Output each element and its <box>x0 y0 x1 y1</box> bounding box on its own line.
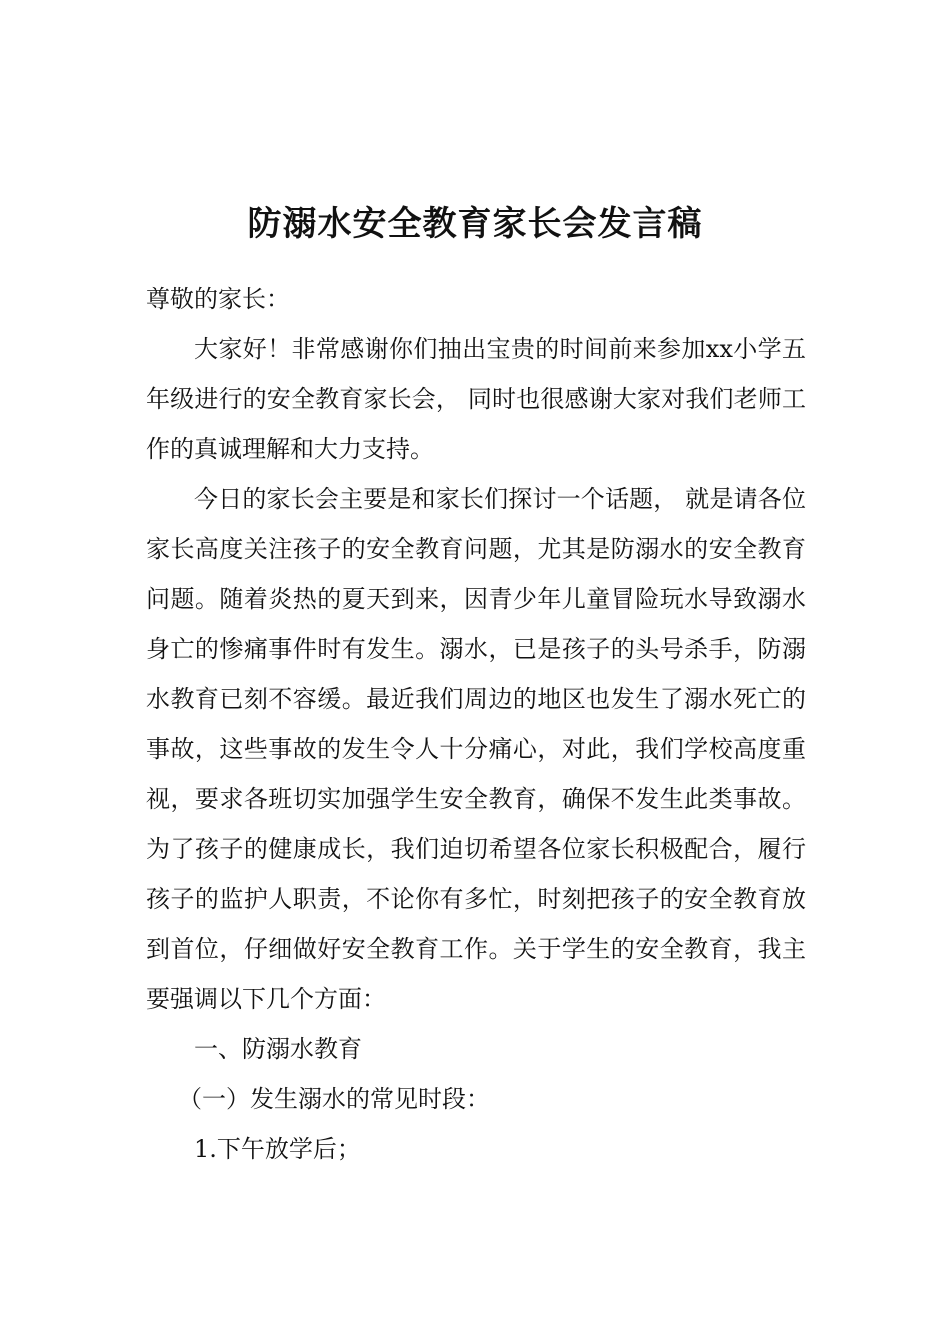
list-item: 1.下午放学后； <box>194 1135 361 1163</box>
document-body <box>146 274 806 1174</box>
salutation: 尊敬的家长： <box>146 285 290 313</box>
section-heading: 一、防溺水教育 <box>194 1035 362 1063</box>
paragraph-main: 今日的家长会主要是和家长们探讨一个话题， 就是请各位家长高度关注孩子的安全教育问题，尤其是防溺水的安全教育问题。随着炎热的夏天到来，因青少年儿童冒险玩水导致溺水身亡的惨痛事件时有发生。溺水，已是孩子的头号杀手，防溺水教育已刻不容缓。最近我们周边的地区也发生了溺水死亡的事故，这些事故的发生令人十分痛心，对此，我们学校高度重视，要求各班切实加强学生安全教育，确保不发生此类事故。为了孩子的健康成长，我们迫切希望各位家长积极配合，履行孩子的监护人职责，不论你有多忙，时刻把孩子的安全教育放到首位，仔细做好安全教育工作。关于学生的安全教育，我主要强调以下几个方面： <box>146 485 806 1013</box>
paragraph-greeting: 大家好！非常感谢你们抽出宝贵的时间前来参加xx小学五年级进行的安全教育家长会， 同时也很感谢大家对我们老师工作的真诚理解和大力支持。 <box>146 335 806 463</box>
subsection-heading: （一）发生溺水的常见时段： <box>178 1085 490 1113</box>
document-title: 防溺水安全教育家长会发言稿 <box>247 203 703 244</box>
